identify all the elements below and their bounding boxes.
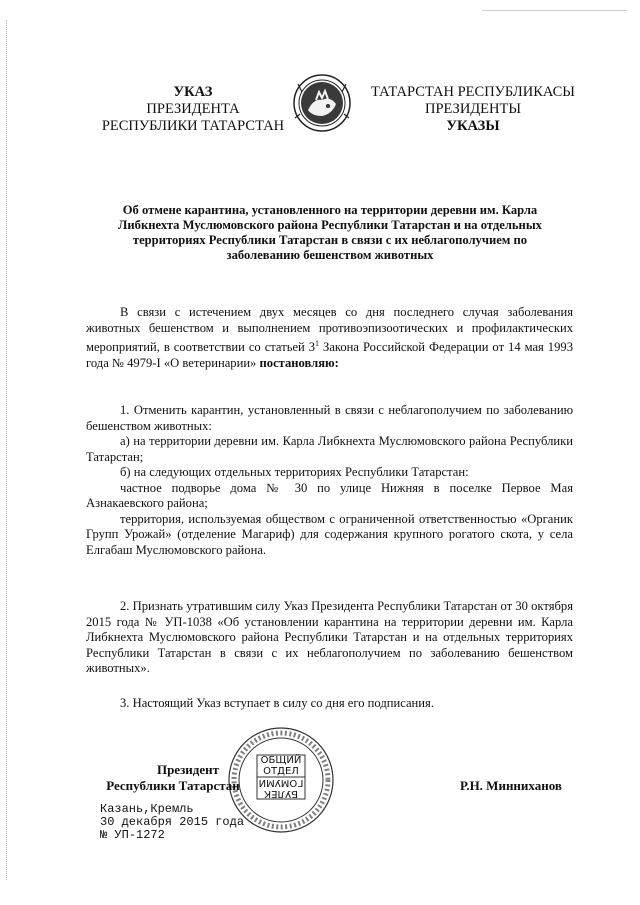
signatory-name: Р.Н. Минниханов <box>460 778 562 793</box>
header-right-line3: УКАЗЫ <box>446 118 500 134</box>
document-title: Об отмене карантина, установленного на территории деревни им. Карла Либкнехта Муслюмовского района Республики Татарстан и на отдельных территориях Республики Татарстан в связи с их неблагополучием по заболеванию бешенством животных <box>118 203 542 262</box>
item-2 <box>86 599 573 677</box>
header-left-line3: РЕСПУБЛИКИ ТАТАРСТАН <box>101 118 285 134</box>
stamp-line4: БУЛЕК <box>264 788 298 799</box>
header-left <box>98 84 288 135</box>
stamp-text <box>257 755 305 799</box>
footer-date: 30 декабря 2015 года <box>100 815 245 829</box>
signatory-role <box>88 762 258 794</box>
coat-of-arms-emblem <box>292 70 352 136</box>
header-right-line1: ТАТАРСТАН РЕСПУБЛИКАСЫ <box>371 84 575 100</box>
item-1-text: 1. Отменить карантин, установленный в связи с неблагополучием по заболеванию бешенством животных: <box>86 403 573 433</box>
preamble-text2: Закона Российской Федерации от 14 мая 1993 года № 4979-I «О ветеринарии» <box>86 340 573 370</box>
header-left-line1: УКАЗ <box>173 84 213 100</box>
stamp-line1: ОБЩИЙ <box>260 755 302 766</box>
item-3 <box>86 696 573 712</box>
item-1 <box>86 403 573 558</box>
footer-block <box>100 803 244 842</box>
item-1a-text: а) на территории деревни им. Карла Либкнехта Муслюмовского района Республики Татарстан; <box>86 434 573 464</box>
header-right-line2: ПРЕЗИДЕНТЫ <box>424 101 522 117</box>
preamble <box>86 305 573 371</box>
signatory-role-line1: Президент <box>156 762 220 777</box>
footer-number: № УП-1272 <box>100 828 165 842</box>
item-1b1-text: частное подворье дома № 30 по улице Нижняя в поселке Первое Мая Азнакаевского района; <box>86 480 573 510</box>
item-1b-text: б) на следующих отдельных территориях Республики Татарстан: <box>120 465 469 479</box>
footer-place: Казань,Кремль <box>100 802 194 816</box>
item-3-text: 3. Настоящий Указ вступает в силу со дня его подписания. <box>120 696 434 710</box>
header-right <box>358 84 588 135</box>
signatory-role-line2: Республики Татарстан <box>106 778 240 793</box>
scan-edge-left <box>6 20 8 880</box>
item-1b2-text: территория, используемая обществом с ограниченной ответственностью «Органик Групп Урожай» (отделение Магариф) для содержания крупного рогатого скота, у села Елгабаш Муслюмовского района. <box>86 511 573 557</box>
stamp-line3: ГОМУМИ <box>258 777 304 788</box>
stamp-line2: ОТДЕЛ <box>263 766 299 777</box>
item-2-text: 2. Признать утратившим силу Указ Президента Республики Татарстан от 30 октября 2015 года № УП-1038 «Об установлении карантина на территории деревни им. Карла Либкнехта Муслюмовского района Республики Татарстан и на отдельных территориях Республики Татарстан в связи с их неблагополучием по заболеванию бешенством животных». <box>86 599 573 675</box>
preamble-text: В связи с истечением двух месяцев со дня последнего случая заболевания животных бешенством и выполнением противоэпизоотических и профилактических мероприятий, в соответствии со статьей 3 <box>86 305 573 355</box>
preamble-bold: постановляю: <box>259 355 339 370</box>
preamble-sup: 1 <box>315 339 320 348</box>
scan-top-line <box>482 10 627 11</box>
header-left-line2: ПРЕЗИДЕНТА <box>146 101 240 117</box>
